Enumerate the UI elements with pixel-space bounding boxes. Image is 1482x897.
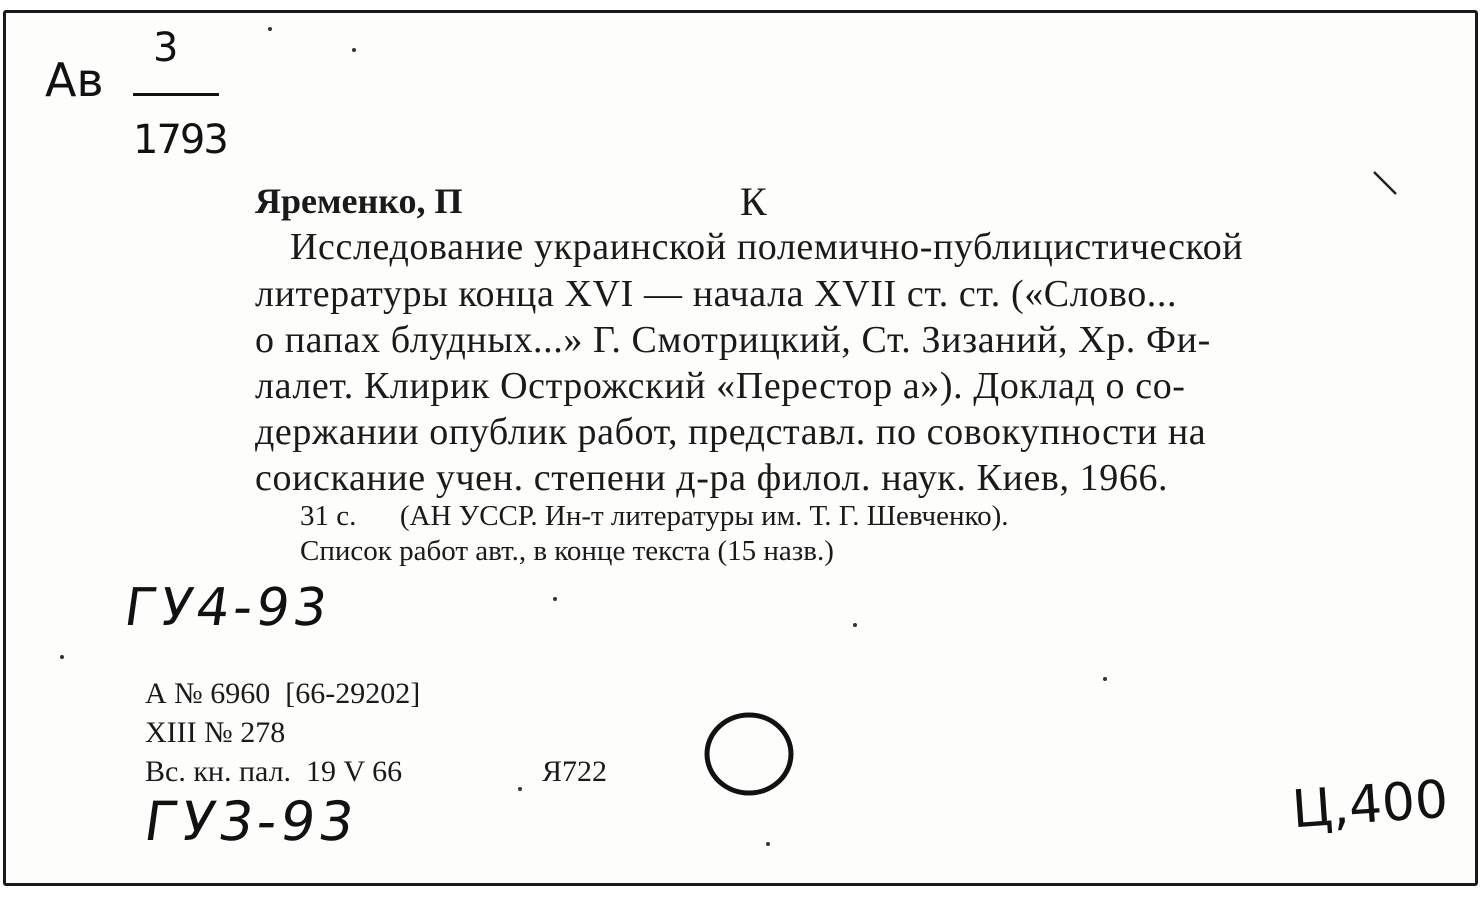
bibliography-note: Список работ авт., в конце текста (15 назв.) [300,535,834,567]
card-marker: К [740,179,767,224]
punch-circle [704,712,794,796]
stray-pen-mark [1372,170,1398,196]
description-line-5: держании опублик работ, представл. по совокупности на [255,411,1207,453]
description-line-2: литературы конца XVI — начала XVII ст. ст. («Слово... [255,273,1178,315]
speck [766,842,770,846]
book-chamber-line: Вс. кн. пал. 19 V 66 [145,755,403,788]
description-line-6: соискание учен. степени д-ра филол. наук. Киев, 1966. [255,457,1169,499]
speck [518,787,522,791]
description-line-3: о папах блудных...» Г. Смотрицкий, Ст. Зизаний, Хр. Фи- [255,319,1211,361]
registration-series: XIII № 278 [145,716,286,749]
speck [853,623,857,627]
speck [60,655,64,659]
shelf-mark-denominator: 1793 [133,117,227,163]
speck [352,48,356,52]
shelf-mark-numerator: 3 [153,25,179,71]
registration-number: А № 6960 [66-29202] [145,677,421,710]
speck [553,597,557,601]
handwritten-mark-2: ГУ3-93 [140,790,362,853]
description-line-4: лалет. Клирик Острожский «Перестор а»). Доклад о со- [255,365,1186,407]
shelf-mark-fraction-line [133,93,219,96]
author-heading: Яременко, П [255,181,463,221]
pagination-series-line: 31 с. (АН УССР. Ин-т литературы им. Т. Г. Шевченко). [300,500,1009,532]
speck [1103,677,1107,681]
handwritten-mark-1: ГУ4-93 [120,578,335,638]
description-line-1: Исследование украинской полемично-публицистической [290,226,1244,268]
shelf-mark-prefix: Ав [45,53,104,107]
speck [268,27,272,31]
handwritten-price: Ц,400 [1290,769,1451,841]
catalog-code: Я722 [542,755,608,788]
